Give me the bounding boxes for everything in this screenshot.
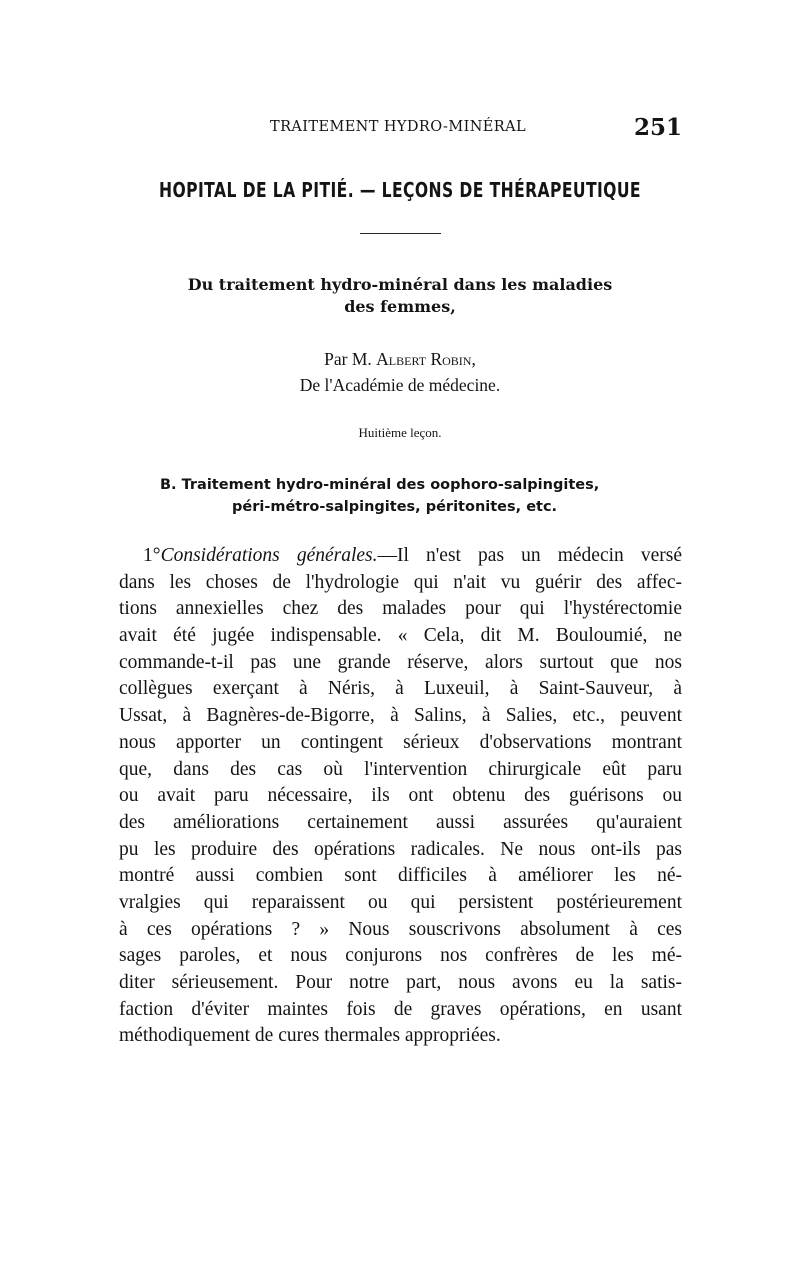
author-name: Albert Robin, [376,349,476,369]
body-line: collègues exerçant à Néris, à Luxeuil, à Saint-Sauveur, à [119,678,682,700]
title-divider [360,233,441,234]
paragraph-lead: —Il n'est pas un médecin versé [377,545,682,566]
body-line: pu les produire des opérations radicales. Ne nous ont-ils pas [119,838,682,860]
body-paragraph [119,543,682,1050]
byline-prefix: Par M. [324,349,372,369]
running-header: TRAITEMENT HYDRO-MINÉRAL [270,119,526,135]
author-line [100,346,700,372]
body-line: nous apporter un contingent sérieux d'observations montrant [119,731,682,753]
body-line: que, dans des cas où l'intervention chirurgicale eût paru [119,758,682,780]
body-line-last: méthodiquement de cures thermales appropriées. [119,1025,501,1047]
body-line: Ussat, à Bagnères-de-Bigorre, à Salins, à Salies, etc., peuvent [119,705,682,727]
body-line: des améliorations certainement aussi assurées qu'auraient [119,811,682,833]
body-line: commande-t-il pas une grande réserve, alors surtout que nos [119,651,682,673]
article-title [150,274,650,318]
body-line: sages paroles, et nous conjurons nos confrères de les mé- [119,945,682,967]
body-line: dans les choses de l'hydrologie qui n'ait vu guérir des affec- [119,571,682,593]
body-line: ou avait paru nécessaire, ils ont obtenu des guérisons ou [119,785,682,807]
subsection-line-2: péri-métro-salpingites, péritonites, etc. [232,499,558,515]
article-title-line-1: Du traitement hydro-minéral dans les maladies [187,275,613,294]
paragraph-heading: Considérations générales. [160,545,378,566]
body-line: diter sérieusement. Pour notre part, nous avons eu la satis- [119,972,682,993]
body-line: montré aussi combien sont difficiles à améliorer les né- [119,865,682,887]
body-line-first [119,543,682,570]
author-affiliation: De l'Académie de médecine. [299,375,501,395]
body-line: vralgies qui reparaissent ou qui persistent postérieurement [119,891,682,913]
body-line: tions annexielles chez des malades pour qui l'hystérectomie [119,598,682,620]
body-line: avait été jugée indispensable. « Cela, dit M. Bouloumié, ne [119,625,682,647]
page-number: 251 [633,114,682,141]
paragraph-number: 1° [143,545,161,566]
article-title-line-2: des femmes, [344,297,456,316]
byline [100,346,700,398]
body-line: faction d'éviter maintes fois de graves opérations, en usant [119,998,682,1020]
subsection-heading [160,474,599,518]
body-line: à ces opérations ? » Nous souscrivons absolument à ces [119,918,682,940]
subsection-line-1: B. Traitement hydro-minéral des oophoro-salpingites, [160,477,600,493]
lesson-number: Huitième leçon. [358,425,442,440]
section-title: HOPITAL DE LA PITIÉ. — LEÇONS DE THÉRAPEUTIQUE [159,178,641,202]
